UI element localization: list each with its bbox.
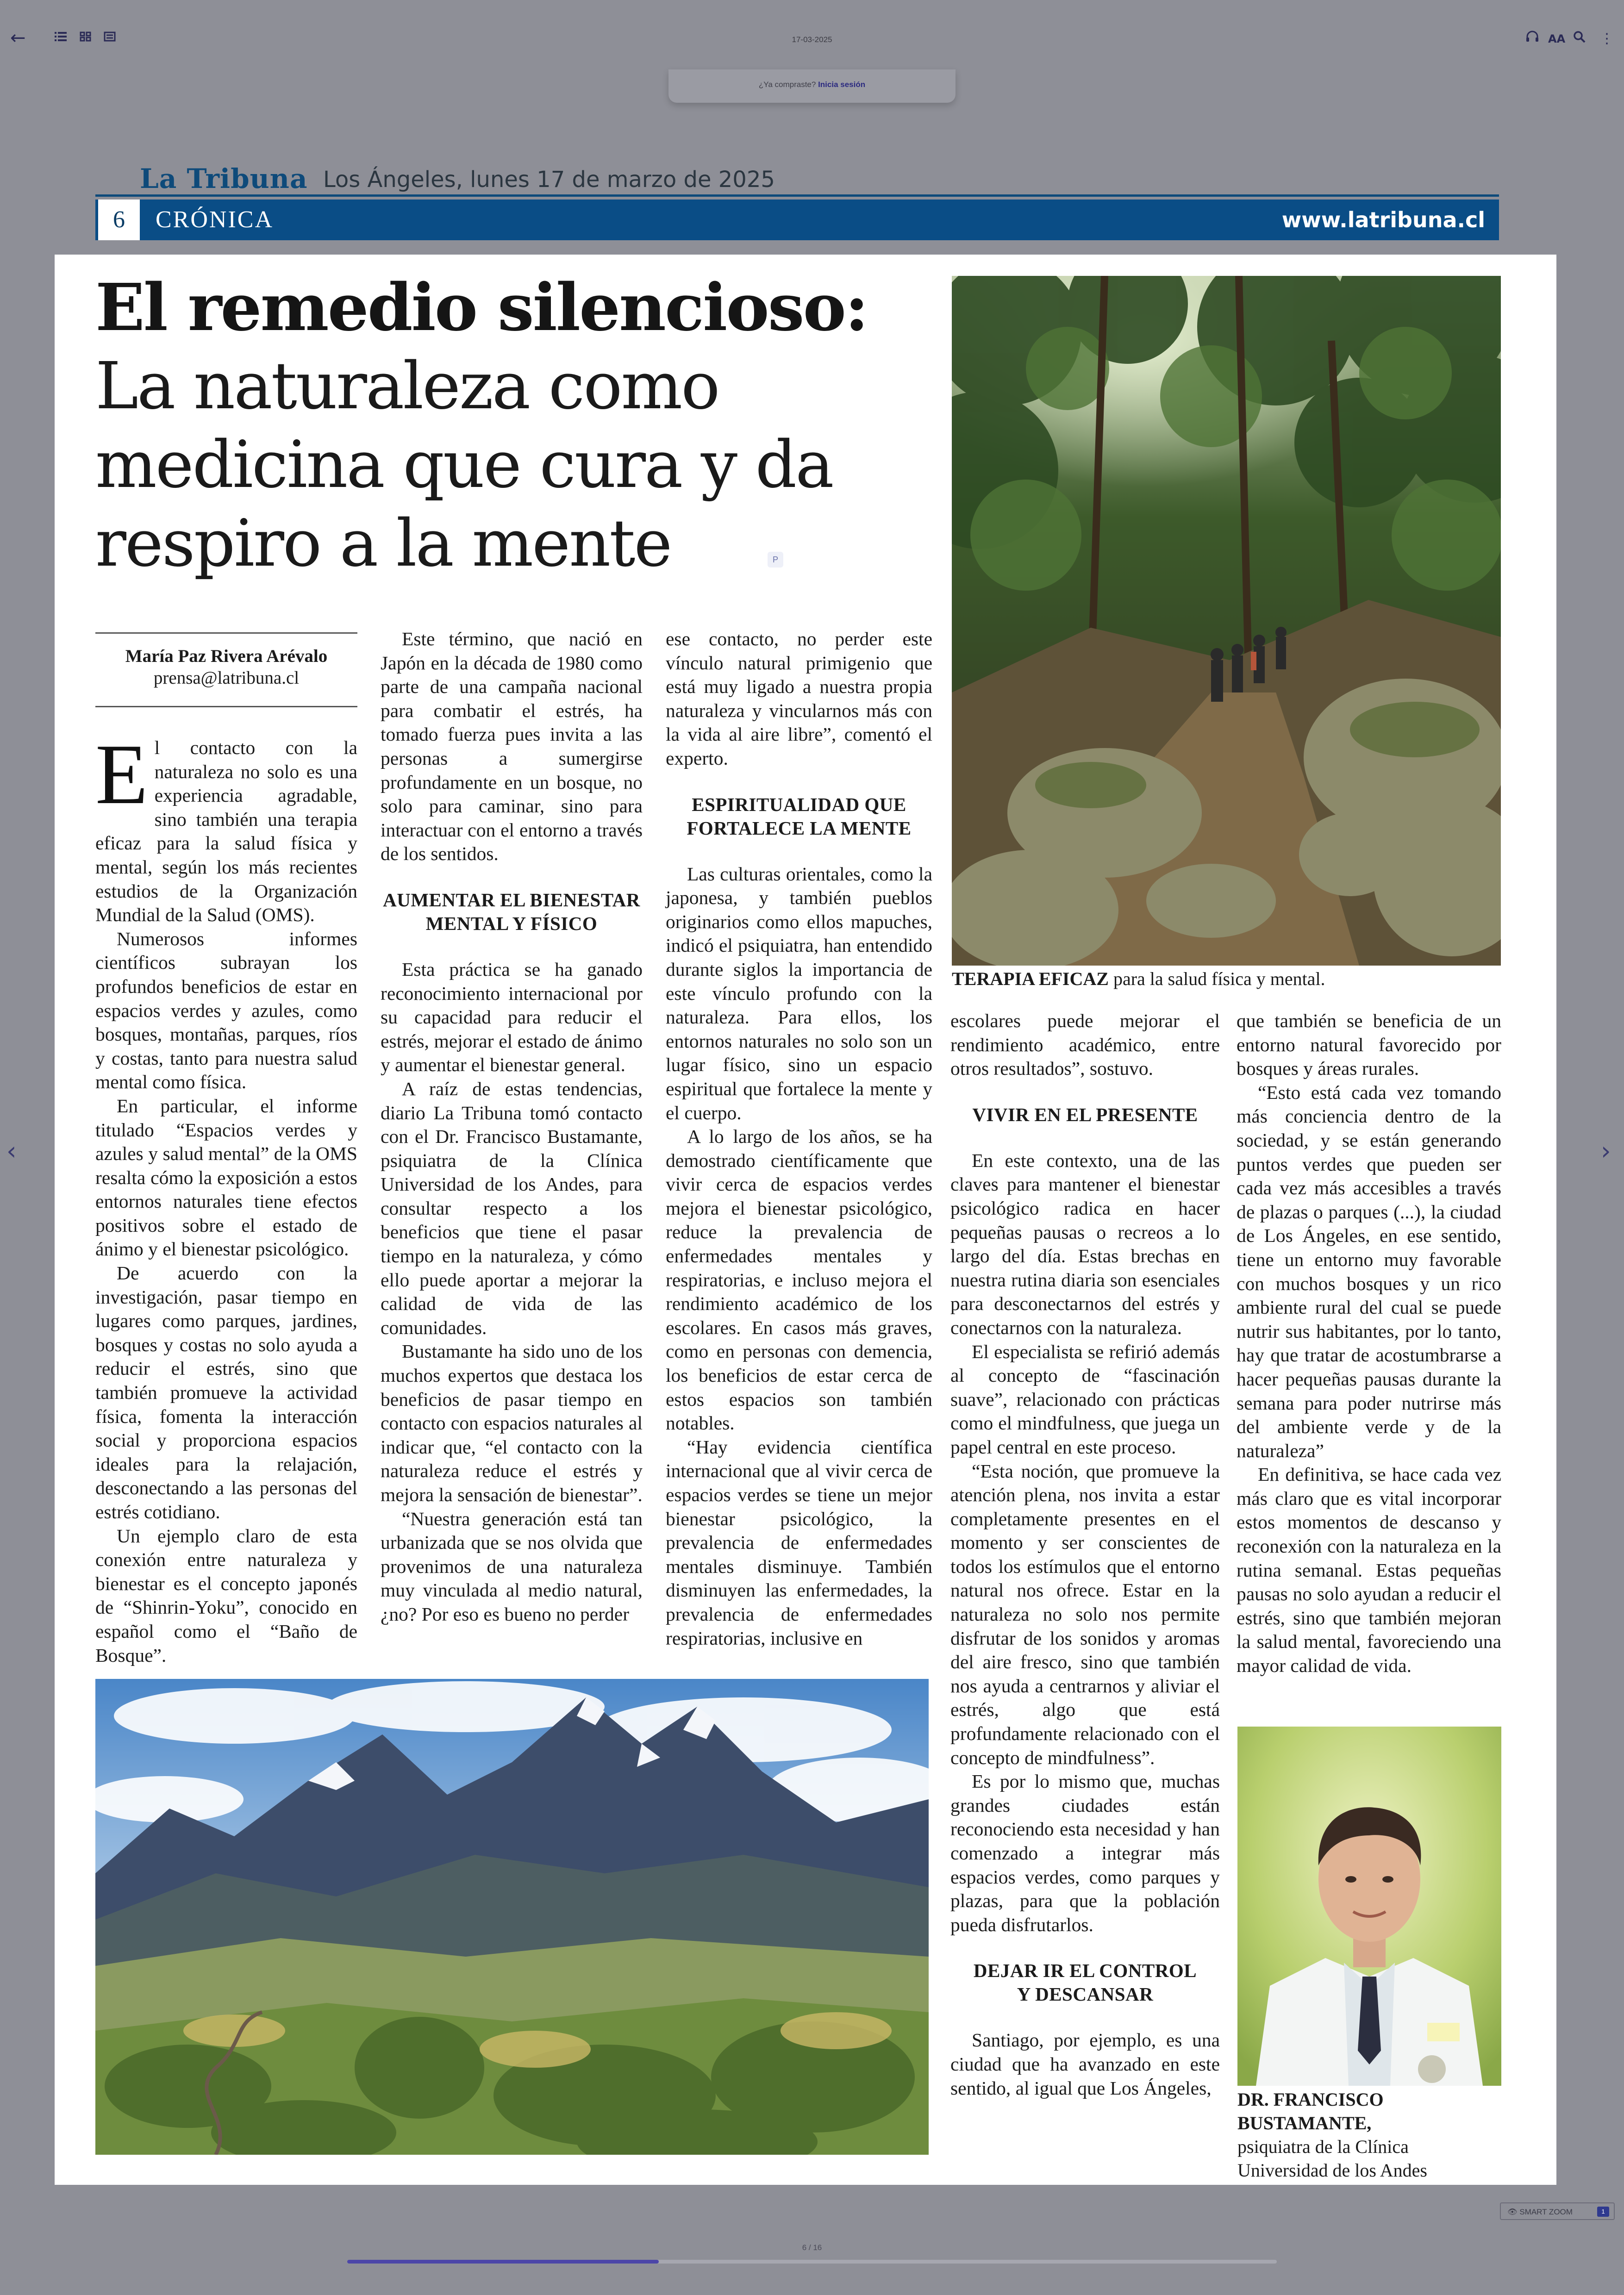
masthead-rule [95, 194, 1499, 197]
subheading: AUMENTAR EL BIENESTAR MENTAL Y FÍSICO [383, 889, 640, 934]
login-prompt-text: ¿Ya compraste? [758, 80, 816, 89]
paragraph: Un ejemplo claro de esta conexión entre naturaleza y bienestar es el concepto japonés de “Shinrin-Yoku”, conocido en español como el “Baño de Bosque”. [95, 1525, 357, 1666]
reader-toolbar [0, 0, 1624, 74]
subheading: DEJAR IR EL CONTROL Y DESCANSAR [973, 1960, 1197, 2005]
site-url: www.latribuna.cl [1281, 207, 1485, 232]
section-name: CRÓNICA [156, 206, 274, 233]
subheading: ESPIRITUALIDAD QUE FORTALECE LA MENTE [687, 793, 912, 839]
grid-view-icon[interactable] [80, 31, 92, 43]
text-column-4 [950, 1009, 1220, 2100]
page-counter: 6 / 16 [802, 2243, 822, 2252]
newspaper-logo: La Tribuna [140, 163, 308, 194]
paragraph: Esta práctica se ha ganado reconocimiento internacional por su capacidad para reducir el estrés, mejorar el estado de ánimo y aumentar el bienestar general. [381, 958, 643, 1076]
page-masthead [95, 163, 1499, 241]
smart-zoom-toggle[interactable]: 👁 SMART ZOOM 1 [1500, 2202, 1615, 2220]
eye-icon: 👁 [1507, 2208, 1518, 2216]
paragraph: Santiago, por ejemplo, es una ciudad que ha avanzado en este sentido, al igual que Los Ángeles, [950, 2029, 1220, 2099]
doctor-portrait-photo [1237, 1727, 1501, 2086]
paragraph: El contacto con la naturaleza no solo es una experiencia agradable, sino también una terapia eficaz para la salud física y mental, según los más recientes estudios de la Organización Mundial de la Salud (OMS). [95, 727, 357, 926]
paragraph: “Nuestra generación está tan urbanizada que se nos olvida que provenimos de una naturaleza muy vinculada al medio natural, ¿no? Por eso es bueno no perder [381, 1508, 643, 1625]
annotation-marker-icon[interactable]: P [768, 552, 783, 568]
paragraph: En particular, el informe titulado “Espacios verdes y azules y salud mental” de la OMS resalta cómo la exposición a estos entornos naturales tiene efectos positivos sobre el estado de ánimo y el bienestar psicológico. [95, 1095, 357, 1260]
previous-page-arrow-icon[interactable]: ‹ [6, 1136, 17, 1166]
paragraph: Es por lo mismo que, muchas grandes ciudades están reconociendo esta necesidad y han comenzado a integrar más espacios verdes, como parques y plazas, para que la población pueda disfrutarlos. [950, 1771, 1220, 1935]
paragraph: Numerosos informes científicos subrayan los profundos beneficios de estar en espacios verdes y azules, como bosques, montañas, parques, ríos y costas, tanto para nuestra salud mental como física. [95, 928, 357, 1093]
drop-cap: E [95, 727, 148, 822]
byline [95, 632, 357, 707]
headline-line: medicina que cura y da [95, 427, 833, 503]
forest-photo-caption: TERAPIA EFICAZ para la salud física y mental. [952, 968, 1325, 989]
paragraph: Bustamante ha sido uno de los muchos expertos que destaca los beneficios de pasar tiempo en contacto con espacios naturales al indicar que, “el contacto con la naturaleza reduce el estrés y mejora la sensación de bienestar”. [381, 1341, 643, 1505]
paragraph: En definitiva, se hace cada vez más claro que es vital incorporar estos momentos de descanso y reconexión con la naturaleza en la rutina semanal. Estas pequeñas pausas no solo ayudan a reducir el estrés, sino que también mejoran la salud mental, favoreciendo una mayor calidad de vida. [1237, 1464, 1501, 1677]
article-view-icon[interactable] [104, 31, 116, 43]
section-bar [95, 200, 1499, 240]
edition-date: 17-03-2025 [792, 35, 832, 44]
headline-line: respiro a la mente [95, 506, 671, 581]
paragraph: “Esto está cada vez tomando más conciencia dentro de la sociedad, y se están generando puntos verdes que pueden ser cada vez más accesibles a través de plazas o parques (...), la ciudad de Los Ángeles, en ese sentido, tiene un entorno muy favorable con muchos bosques y un rico ambiente rural del cual se puede nutrir sus habitantes, por lo tanto, hay que tratar de acostumbrarse a hacer pequeñas pausas durante la semana para poder nutrirse más del ambiente verde y de la naturaleza” [1237, 1081, 1501, 1461]
search-icon[interactable] [1573, 31, 1586, 47]
paragraph: Las culturas orientales, como la japonesa, y también pueblos originarios como ellos mapuches, indicó el psiquiatra, han entendido durante siglos la importancia de este vínculo profundo con la naturaleza. Para ellos, los entornos naturales no solo son un lugar físico, sino un espacio espiritual que fortalece la mente y el cuerpo. [666, 863, 932, 1123]
page-number: 6 [95, 200, 140, 240]
paragraph: En este contexto, una de las claves para mantener el bienestar psicológico radica en hacer pequeñas pausas o recreos a lo largo del día. Estas brechas en nuestra rutina diaria son esenciales para desconectarnos del estrés y conectarnos con la naturaleza. [950, 1149, 1220, 1338]
paragraph: A lo largo de los años, se ha demostrado científicamente que vivir cerca de espacios verdes mejora el bienestar psicológico, reduce la prevalencia de enfermedades mentales y respiratorias, e incluso mejora el rendimiento académico de los escolares. En casos más graves, como en personas con demencia, los beneficios de estar cerca de estos espacios son también notables. [666, 1126, 932, 1434]
paragraph: Este término, que nació en Japón en la década de 1980 como parte de una campaña nacional para combatir el estrés, ha tomado fuerza pues invita a las personas a sumergirse profundamente en un bosque, no solo para caminar, sino para interactuar con el entorno a través de los sentidos. [381, 628, 643, 865]
paragraph-continued: que también se beneficia de un entorno natural favorecido por bosques y áreas rurales. [1237, 1010, 1501, 1079]
more-options-icon[interactable]: ⋮ [1600, 31, 1614, 47]
subheading: VIVIR EN EL PRESENTE [972, 1104, 1198, 1125]
next-page-arrow-icon[interactable]: › [1601, 1136, 1611, 1166]
author-name: María Paz Rivera Arévalo [125, 646, 328, 666]
article-page [55, 255, 1556, 2185]
paragraph-continued: ese contacto, no perder este vínculo natural primigenio que está muy ligado a nuestra propia naturaleza y vincularnos más con la vida al aire libre”, comentó el experto. [666, 628, 932, 769]
paragraph-continued: escolares puede mejorar el rendimiento académico, entre otros resultados”, sostuvo. [950, 1010, 1220, 1079]
text-column-1 [95, 727, 357, 1667]
login-prompt [668, 69, 956, 103]
portrait-caption: DR. FRANCISCO BUSTAMANTE, psiquiatra de la Clínica Universidad de los Andes [1237, 2089, 1427, 2181]
text-column-5 [1237, 1009, 1501, 1678]
masthead-date: Los Ángeles, lunes 17 de marzo de 2025 [323, 167, 775, 193]
headphones-icon[interactable] [1526, 31, 1539, 46]
text-column-2 [381, 627, 643, 1627]
reading-progress-bar[interactable] [347, 2260, 1277, 2264]
toggle-switch[interactable]: 1 [1597, 2207, 1609, 2217]
paragraph: A raíz de estas tendencias, diario La Tribuna tomó contacto con el Dr. Francisco Bustamante, psiquiatra de la Clínica Universidad de los Andes, para consultar respecto a los beneficios que tiene el pasar tiempo en la naturaleza, y cómo ello puede aportar a mejorar la calidad de vida de las comunidades. [381, 1078, 643, 1338]
paragraph: “Esta noción, que promueve la atención plena, nos invita a estar completamente presentes en el momento y ser conscientes de todos los estímulos que el entorno natural nos ofrece. Estar en la naturaleza no solo nos permite disfrutar de los sonidos y aromas del aire fresco, sino que también nos ayuda a centrarnos y aliviar el estrés, algo que está profundamente relacionado con el concepto de mindfulness”. [950, 1460, 1220, 1768]
paragraph: El especialista se refirió además al concepto de “fascinación suave”, relacionado con prácticas como el mindfulness, que juega un papel central en este proceso. [950, 1341, 1220, 1458]
text-column-3 [666, 627, 932, 1650]
back-arrow-icon[interactable]: ← [10, 27, 26, 49]
paragraph: De acuerdo con la investigación, pasar tiempo en lugares como parques, jardines, bosques y costas no solo ayuda a reducir el estrés, sino que también promueve la actividad física, fomenta la interacción social y proporciona espacios ideales para la relajación, desconectando a las personas del estrés cotidiano. [95, 1262, 357, 1522]
font-size-icon[interactable]: AA [1548, 32, 1566, 45]
headline-line: La naturaleza como [95, 349, 719, 424]
headline [95, 268, 952, 583]
headline-main: El remedio silencioso: [95, 270, 868, 346]
author-email: prensa@latribuna.cl [153, 668, 300, 688]
reading-progress-fill [347, 2260, 659, 2264]
forest-hikers-photo [952, 276, 1501, 966]
mountain-landscape-photo [95, 1679, 929, 2155]
list-view-icon[interactable] [55, 31, 67, 43]
paragraph: “Hay evidencia científica internacional que al vivir cerca de espacios verdes se tiene un mejor bienestar psicológico, la prevalencia de enfermedades mentales disminuye. También disminuyen las enfermedades, la prevalencia de enfermedades respiratorias, inclusive en [666, 1436, 932, 1649]
login-link[interactable]: Inicia sesión [818, 80, 866, 89]
